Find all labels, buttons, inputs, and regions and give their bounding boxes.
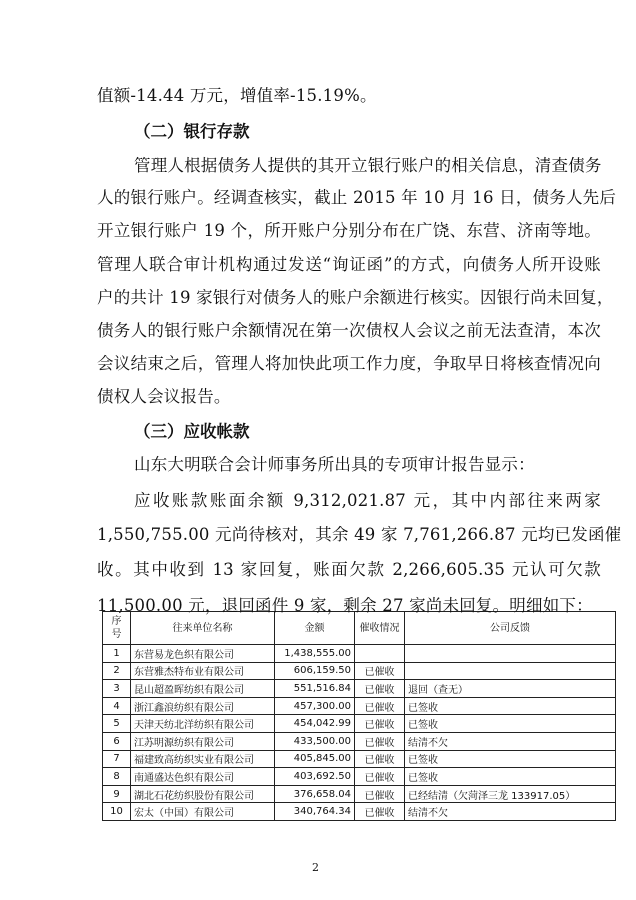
- row-feedback: 结清不欠: [405, 803, 616, 821]
- row-amount: 403,692.50: [275, 768, 355, 786]
- row-status: 已催收: [355, 768, 405, 786]
- paragraph-line: 应收账款账面余额 9,312,021.87 元，其中内部往来两家: [134, 491, 601, 510]
- row-index: 3: [103, 680, 131, 698]
- row-feedback: 已签收: [405, 697, 616, 715]
- row-amount: 433,500.00: [275, 732, 355, 750]
- row-company: 浙江鑫浪纺织有限公司: [131, 697, 275, 715]
- paragraph-line: 值额-14.44 万元，增值率-15.19%。: [97, 86, 377, 105]
- row-company: 湖北石花纺织股份有限公司: [131, 785, 275, 803]
- page-number: 2: [312, 861, 319, 874]
- table-row: [103, 803, 616, 821]
- paragraph-line: 管理人根据债务人提供的其开立银行账户的相关信息，清查债务: [134, 156, 602, 175]
- row-company: 东营易龙色织有限公司: [131, 645, 275, 663]
- table-body: [103, 645, 616, 821]
- table-row: [103, 732, 616, 750]
- row-status: [355, 645, 405, 663]
- row-amount: 606,159.50: [275, 662, 355, 680]
- row-status: 已催收: [355, 803, 405, 821]
- table-row: [103, 662, 616, 680]
- row-company: 宏太（中国）有限公司: [131, 803, 275, 821]
- row-amount: 454,042.99: [275, 715, 355, 733]
- row-amount: 405,845.00: [275, 750, 355, 768]
- row-feedback: 已签收: [405, 715, 616, 733]
- paragraph-line: 1,550,755.00 元尚待核对，其余 49 家 7,761,266.87 元均已发函催: [97, 525, 622, 544]
- row-feedback: 已签收: [405, 750, 616, 768]
- table-header-row: [103, 612, 616, 645]
- row-feedback: 退回（查无）: [405, 680, 616, 698]
- paragraph-line: 开立银行账户 19 个，所开账户分别分布在广饶、东营、济南等地。: [97, 221, 601, 240]
- row-index: 5: [103, 715, 131, 733]
- header-amount: 金额: [275, 612, 355, 645]
- row-amount: 551,516.84: [275, 680, 355, 698]
- row-status: 已催收: [355, 785, 405, 803]
- row-feedback: 已签收: [405, 768, 616, 786]
- row-feedback: 已经结清（欠菏泽三龙 133917.05）: [405, 785, 616, 803]
- row-status: 已催收: [355, 680, 405, 698]
- row-amount: 1,438,555.00: [275, 645, 355, 663]
- row-index: 1: [103, 645, 131, 663]
- paragraph-line: 债权人会议报告。: [97, 387, 231, 406]
- row-amount: 376,658.04: [275, 785, 355, 803]
- table-row: [103, 680, 616, 698]
- table-row: [103, 645, 616, 663]
- row-status: 已催收: [355, 697, 405, 715]
- row-amount: 457,300.00: [275, 697, 355, 715]
- header-feedback: 公司反馈: [405, 612, 616, 645]
- row-feedback: [405, 662, 616, 680]
- row-index: 9: [103, 785, 131, 803]
- row-company: 福建致高纺织实业有限公司: [131, 750, 275, 768]
- row-amount: 340,764.34: [275, 803, 355, 821]
- paragraph-line: 11,500.00 元，退回函件 9 家，剩余 27 家尚未回复。明细如下：: [97, 596, 593, 615]
- row-index: 4: [103, 697, 131, 715]
- row-feedback: 结清不欠: [405, 732, 616, 750]
- paragraph-line: 债务人的银行账户余额情况在第一次债权人会议之前无法查清，本次: [97, 321, 601, 340]
- row-index: 10: [103, 803, 131, 821]
- row-index: 2: [103, 662, 131, 680]
- header-company: 往来单位名称: [131, 612, 275, 645]
- section-heading-bank-deposit: （二）银行存款: [134, 122, 250, 141]
- row-company: 东营雅杰特布业有限公司: [131, 662, 275, 680]
- row-index: 6: [103, 732, 131, 750]
- table-row: [103, 715, 616, 733]
- row-index: 7: [103, 750, 131, 768]
- paragraph-line: 户的共计 19 家银行对债务人的账户余额进行核实。因银行尚未回复，: [97, 288, 614, 307]
- row-status: 已催收: [355, 750, 405, 768]
- row-status: 已催收: [355, 715, 405, 733]
- table-row: [103, 768, 616, 786]
- row-company: 昆山超盈晖纺织有限公司: [131, 680, 275, 698]
- row-company: 南通盛达色织有限公司: [131, 768, 275, 786]
- paragraph-line: 收。其中收到 13 家回复，账面欠款 2,266,605.35 元认可欠款: [97, 560, 601, 579]
- table-row: [103, 697, 616, 715]
- row-index: 8: [103, 768, 131, 786]
- row-company: 天津天纺北洋纺织有限公司: [131, 715, 275, 733]
- table-row: [103, 785, 616, 803]
- table-row: [103, 750, 616, 768]
- row-feedback: [405, 645, 616, 663]
- row-status: 已催收: [355, 732, 405, 750]
- paragraph-line: 会议结束之后，管理人将加快此项工作力度，争取早日将核查情况向: [97, 354, 601, 373]
- paragraph-line: 山东大明联合会计师事务所出具的专项审计报告显示：: [134, 455, 535, 474]
- header-index: 序号: [103, 612, 131, 645]
- paragraph-line: 管理人联合审计机构通过发送“询证函”的方式，向债务人所开设账: [97, 255, 601, 274]
- paragraph-line: 人的银行账户。经调查核实，截止 2015 年 10 月 16 日，债务人先后: [97, 188, 617, 207]
- row-company: 江苏明源纺织有限公司: [131, 732, 275, 750]
- receivables-detail-table: [102, 611, 616, 821]
- section-heading-receivables: （三）应收帐款: [134, 422, 250, 441]
- header-status: 催收情况: [355, 612, 405, 645]
- row-status: 已催收: [355, 662, 405, 680]
